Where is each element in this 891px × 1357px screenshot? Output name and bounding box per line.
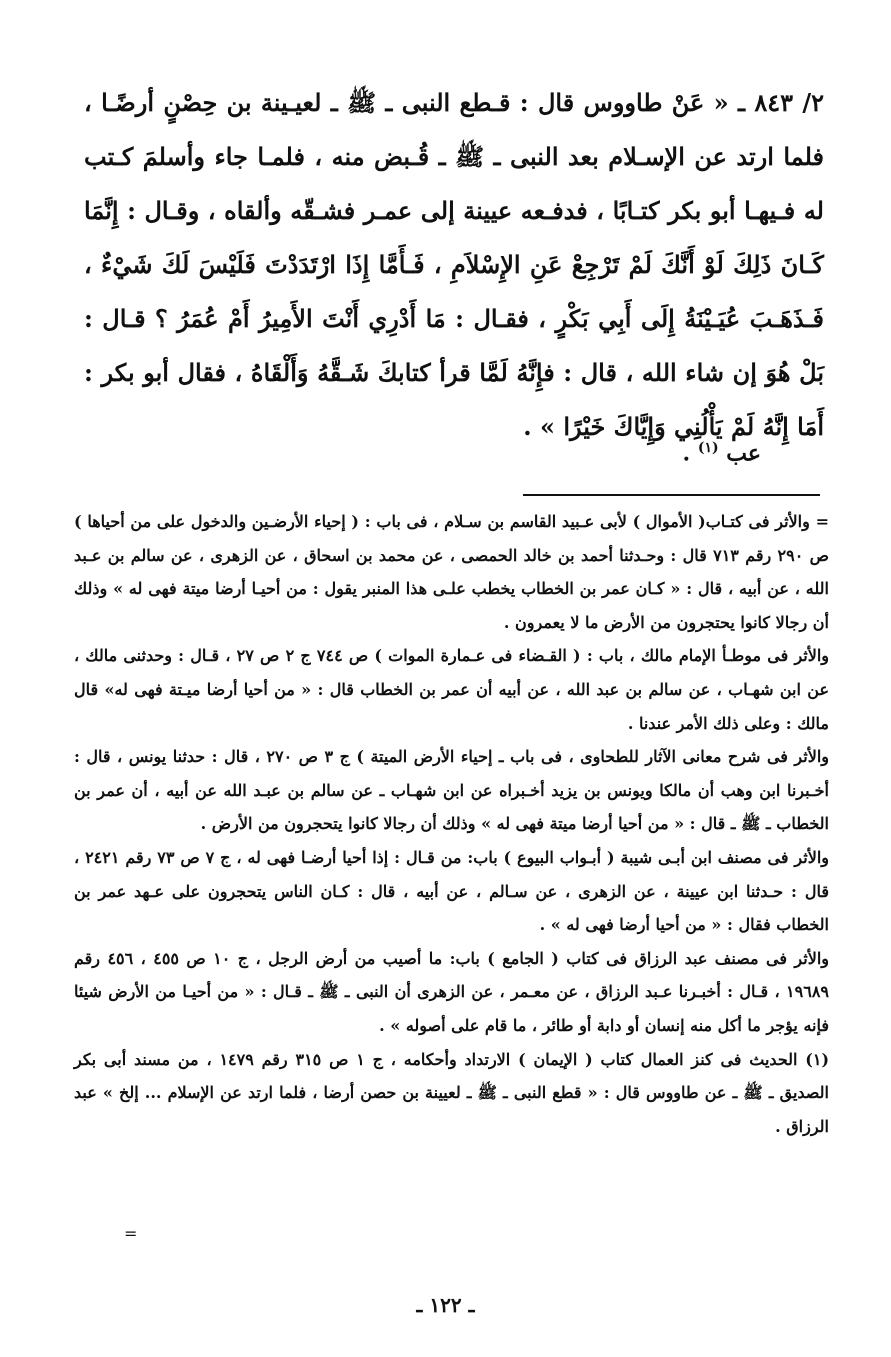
footnote-divider [523,494,820,496]
continuation-mark: = [124,1224,138,1243]
footnotes [74,505,829,1143]
footnote-paragraph: (١) الحديث فى كنز العمال كتاب ( الإيمان ) الارتداد وأحكامه ، ج ١ ص ٣١٥ رقم ١٤٧٩ ، من مسند أبى بكر الصديق ـ ﷺ ـ عن طاووس قال : « قطع النبى ـ ﷺ ـ لعيينة بن حصن أرضا ، فلما ارتد عن الإسلام ... إلخ » عبد الرزاق . [74,1049,830,1136]
footnote-paragraph: والأثر فى مصنف عبد الرزاق فى كتاب ( الجامع ) باب: ما أصيب من أرض الرجل ، ج ١٠ ص ٤٥٥ ، ٤٥٦ رقم ١٩٦٨٩ ، قـال : أخبـرنا عـبد الرزاق ، عن معـمر ، عن الزهرى أن النبى ـ ﷺ ـ قـال : « من أحيـا من الأرض شيئا فإنه يؤجر ما أكل منه إنسان أو دابة أو طائر ، ما قام على أصوله » . [74,948,830,1035]
footnote-paragraph: والأثر فى شرح معانى الآثار للطحاوى ، فى باب ـ إحياء الأرض الميتة ) ج ٣ ص ٢٧٠ ، قال : حدثنا يونس ، قال : أخـبرنا ابن وهب أن مالكا ويونس بن يزيد أخـبراه عن ابن شهـاب ـ عن سالم بن عبـد الله عن أبيه ، أن عمر بن الخطاب ـ ﷺ ـ قال : « من أحيا أرضا ميتة فهى له » وذلك أن رجالا كانوا يتحجرون من الأرض . [74,747,830,834]
footnote-reference: (١) [697,440,719,456]
source-abbreviation: عب [726,440,761,467]
source-attribution: عب $^{(١)}$ . [682,440,761,467]
footnote-paragraph: والأثر فى مصنف ابن أبـى شيبة ( أبـواب البيوع ) باب: من قـال : إذا أحيا أرضـا فهى له ، ج ٧ ص ٧٣ رقم ٢٤٢١ ، قال : حـدثنا ابن عيينة ، عن الزهرى ، عن سـالم ، عن أبيه ، قال : كـان الناس يتحجرون على عـهد عمر بن الخطاب فقال : « من أحيا أرضا فهى له » . [74,847,830,935]
footnote-paragraph: = والأثر فى كتـاب( الأموال ) لأبى عـبيد القاسم بن سـلام ، فى باب : ( إحياء الأرضـين والدخول على من أحياها ) ص ٢٩٠ رقم ٧١٣ قال : وحـدثنا أحمد بن خالد الحمصى ، عن محمد بن اسحاق ، عن الزهرى ، عن سالم بن عـبد الله ، عن أبيه ، قال : « كـان عمر بن الخطاب يخطب علـى هذا المنبر يقول : من أحيـا أرضا ميتة فهى له » وذلك أن رجالا كانوا يحتجرون من الأرض ما لا يعمرون . [74,512,829,632]
hadith-paragraph: ٢/ ٨٤٣ ـ « عَنْ طاووس قال : قـطع النبى ـ ﷺ ـ لعيـينة بن حِصْنٍ أرضًـا ، فلما ارتد عن الإسـلام بعد النبى ـ ﷺ ـ قُـبض منه ، فلمـا جاء وأسلمَ كـتب له فـيهـا أبو بكر كتـابًا ، فدفـعه عيينة إلى عمـر فشـقّه وألقاه ، وقـال : إِنَّمَا كَـانَ ذَلِكَ لَوْ أَنَّكَ لَمْ تَرْجِعْ عَنِ الإِسْلاَمِ ، فَـأَمَّا إِذَا ارْتَدَدْتَ فَلَيْسَ لَكَ شَيْءٌ ، فَـذَهَـبَ عُيَـيْنَةُ إِلَى أَبِي بَكْرٍ ، فقـال : مَا أَدْرِي أَنْتَ الأَمِيرُ أَمْ عُمَرُ ؟ قـال : بَلْ هُوَ إن شاء الله ، قال : فإِنَّهُ لَمَّا قرأ كتابكَ شَـقَّهُ وَأَلْقَاهُ ، فقال أبو بكر : أَمَا إِنَّهُ لَمْ يَأْلُنِي وَإِيَّاكَ خَيْرًا » . [84,88,824,441]
footnote-paragraph: والأثر فى موطـأ الإمام مالك ، باب : ( القـضاء فى عـمارة الموات ) ص ٧٤٤ ج ٢ ص ٢٧ ، قـال : وحدثنى مالك ، عن ابن شهـاب ، عن سالم بن عبد الله ، عن أبيه أن عمر بن الخطاب قال : « من أحيا أرضا ميـتة فهى له» قال مالك : وعلى ذلك الأمر عندنا . [74,646,830,733]
main-text [84,76,824,454]
page-number: ـ ١٢٢ ـ [416,1293,475,1317]
